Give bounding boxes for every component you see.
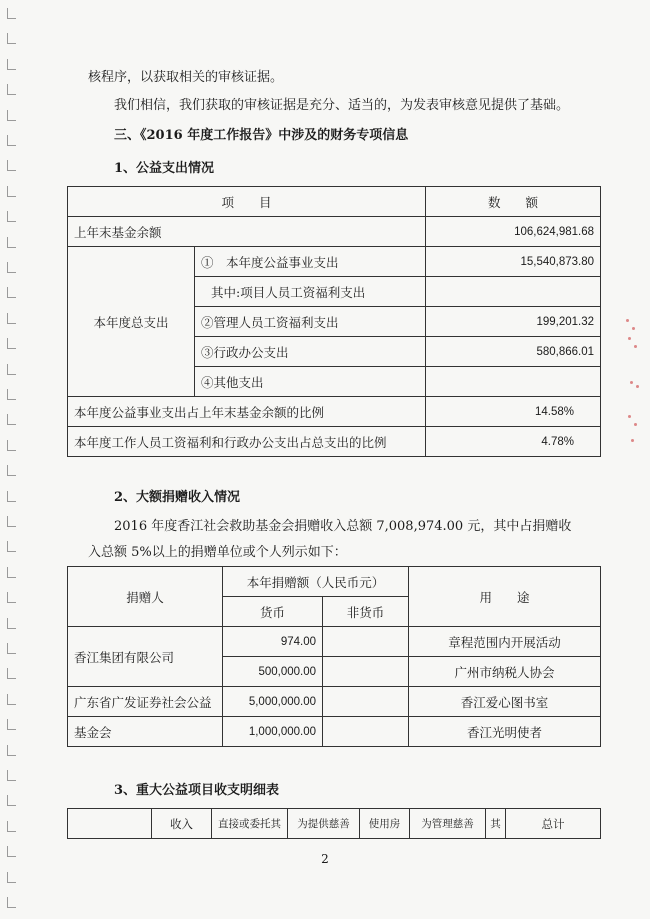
table-row (68, 687, 601, 717)
donor-name-line1: 广东省广发证券社会公益 (68, 687, 223, 717)
page-number: 2 (321, 852, 329, 866)
binding-hole (7, 8, 16, 19)
table-row (68, 627, 601, 657)
binding-hole (7, 770, 16, 781)
binding-hole (7, 668, 16, 679)
donation-use: 香江光明使者 (409, 717, 601, 747)
header-use-house: 使用房 (360, 809, 410, 839)
row-label: 上年末基金余额 (68, 217, 426, 247)
table-header-row (68, 809, 601, 839)
subheading-major-projects: 3、重大公益项目收支明细表 (114, 783, 280, 798)
noncash-amount (323, 687, 409, 717)
binding-hole (7, 389, 16, 400)
binding-hole (7, 84, 16, 95)
binding-hole (7, 694, 16, 705)
paragraph-basis: 我们相信，我们获取的审核证据是充分、适当的，为发表审核意见提供了基础。 (114, 98, 570, 113)
charity-expenditure-table (67, 186, 601, 457)
donor-name-line2: 基金会 (68, 717, 223, 747)
binding-hole (7, 59, 16, 70)
cash-amount: 5,000,000.00 (223, 687, 323, 717)
header-donation-amount: 本年捐赠额（人民币元） (223, 567, 409, 597)
binding-hole (7, 287, 16, 298)
binding-hole (7, 440, 16, 451)
binding-hole (7, 745, 16, 756)
binding-hole (7, 592, 16, 603)
noncash-amount (323, 717, 409, 747)
binding-hole (7, 135, 16, 146)
header-other: 其 (486, 809, 506, 839)
binding-hole (7, 313, 16, 324)
cash-amount: 1,000,000.00 (223, 717, 323, 747)
binding-hole (7, 110, 16, 121)
paragraph-continuation: 核程序，以获取相关的审核证据。 (88, 70, 284, 85)
major-projects-table (67, 808, 601, 839)
header-direct-or-entrusted: 直接或委托其 (212, 809, 288, 839)
binding-hole (7, 338, 16, 349)
row-label: 本年度公益事业支出占上年末基金余额的比例 (68, 397, 426, 427)
cash-amount: 974.00 (223, 627, 323, 657)
header-total: 总计 (506, 809, 601, 839)
row-label: 本年度工作人员工资福利和行政办公支出占总支出的比例 (68, 427, 426, 457)
header-amount: 数 额 (426, 187, 601, 217)
header-use: 用 途 (409, 567, 601, 627)
row-value: 15,540,873.80 (426, 247, 601, 277)
stamp-marks (622, 315, 648, 455)
header-cash: 货币 (223, 597, 323, 627)
binding-hole (7, 364, 16, 375)
section-heading-3: 三、《2016 年度工作报告》中涉及的财务专项信息 (114, 128, 409, 143)
noncash-amount (323, 657, 409, 687)
large-donations-table (67, 566, 601, 747)
binding-hole (7, 211, 16, 222)
binding-hole (7, 491, 16, 502)
cash-amount: 500,000.00 (223, 657, 323, 687)
table-row (68, 427, 601, 457)
binding-hole (7, 821, 16, 832)
header-manage-charity: 为管理慈善 (410, 809, 486, 839)
binding-hole (7, 897, 16, 908)
header-empty (68, 809, 152, 839)
table-row (68, 717, 601, 747)
row-value: 580,866.01 (426, 337, 601, 367)
row-label: 其中:项目人员工资福利支出 (195, 277, 426, 307)
subheading-large-donations: 2、大额捐赠收入情况 (114, 490, 241, 505)
donation-use: 章程范围内开展活动 (409, 627, 601, 657)
table-row (68, 397, 601, 427)
subheading-charity-expenditure: 1、公益支出情况 (114, 161, 215, 176)
binding-hole (7, 618, 16, 629)
binding-hole (7, 186, 16, 197)
binding-hole (7, 465, 16, 476)
binding-hole (7, 795, 16, 806)
row-value (426, 277, 601, 307)
row-value (426, 367, 601, 397)
donation-use: 广州市纳税人协会 (409, 657, 601, 687)
binding-hole (7, 719, 16, 730)
binding-holes (0, 0, 26, 919)
header-income: 收入 (152, 809, 212, 839)
row-label: ① 本年度公益事业支出 (195, 247, 426, 277)
row-label: ②管理人员工资福利支出 (195, 307, 426, 337)
row-value: 4.78% (426, 427, 601, 457)
row-value: 106,624,981.68 (426, 217, 601, 247)
binding-hole (7, 33, 16, 44)
header-noncash: 非货币 (323, 597, 409, 627)
table-row (68, 217, 601, 247)
donation-use: 香江爱心图书室 (409, 687, 601, 717)
header-item: 项 目 (68, 187, 426, 217)
row-value: 199,201.32 (426, 307, 601, 337)
binding-hole (7, 160, 16, 171)
row-label: ③行政办公支出 (195, 337, 426, 367)
donor-name: 香江集团有限公司 (68, 627, 223, 687)
binding-hole (7, 237, 16, 248)
binding-hole (7, 643, 16, 654)
header-provide-charity: 为提供慈善 (288, 809, 360, 839)
row-label: ④其他支出 (195, 367, 426, 397)
table-row (68, 247, 601, 277)
binding-hole (7, 541, 16, 552)
donation-paragraph-line2: 入总额 5%以上的捐赠单位或个人列示如下： (88, 545, 347, 560)
binding-hole (7, 567, 16, 578)
donation-paragraph-line1: 2016 年度香江社会救助基金会捐赠收入总额 7,008,974.00 元，其中占捐赠收 (114, 519, 572, 534)
header-donor: 捐赠人 (68, 567, 223, 627)
binding-hole (7, 262, 16, 273)
binding-hole (7, 872, 16, 883)
total-expenditure-label: 本年度总支出 (68, 247, 195, 397)
binding-hole (7, 516, 16, 527)
noncash-amount (323, 627, 409, 657)
binding-hole (7, 414, 16, 425)
table-header-row (68, 567, 601, 597)
row-value: 14.58% (426, 397, 601, 427)
table-header-row (68, 187, 601, 217)
